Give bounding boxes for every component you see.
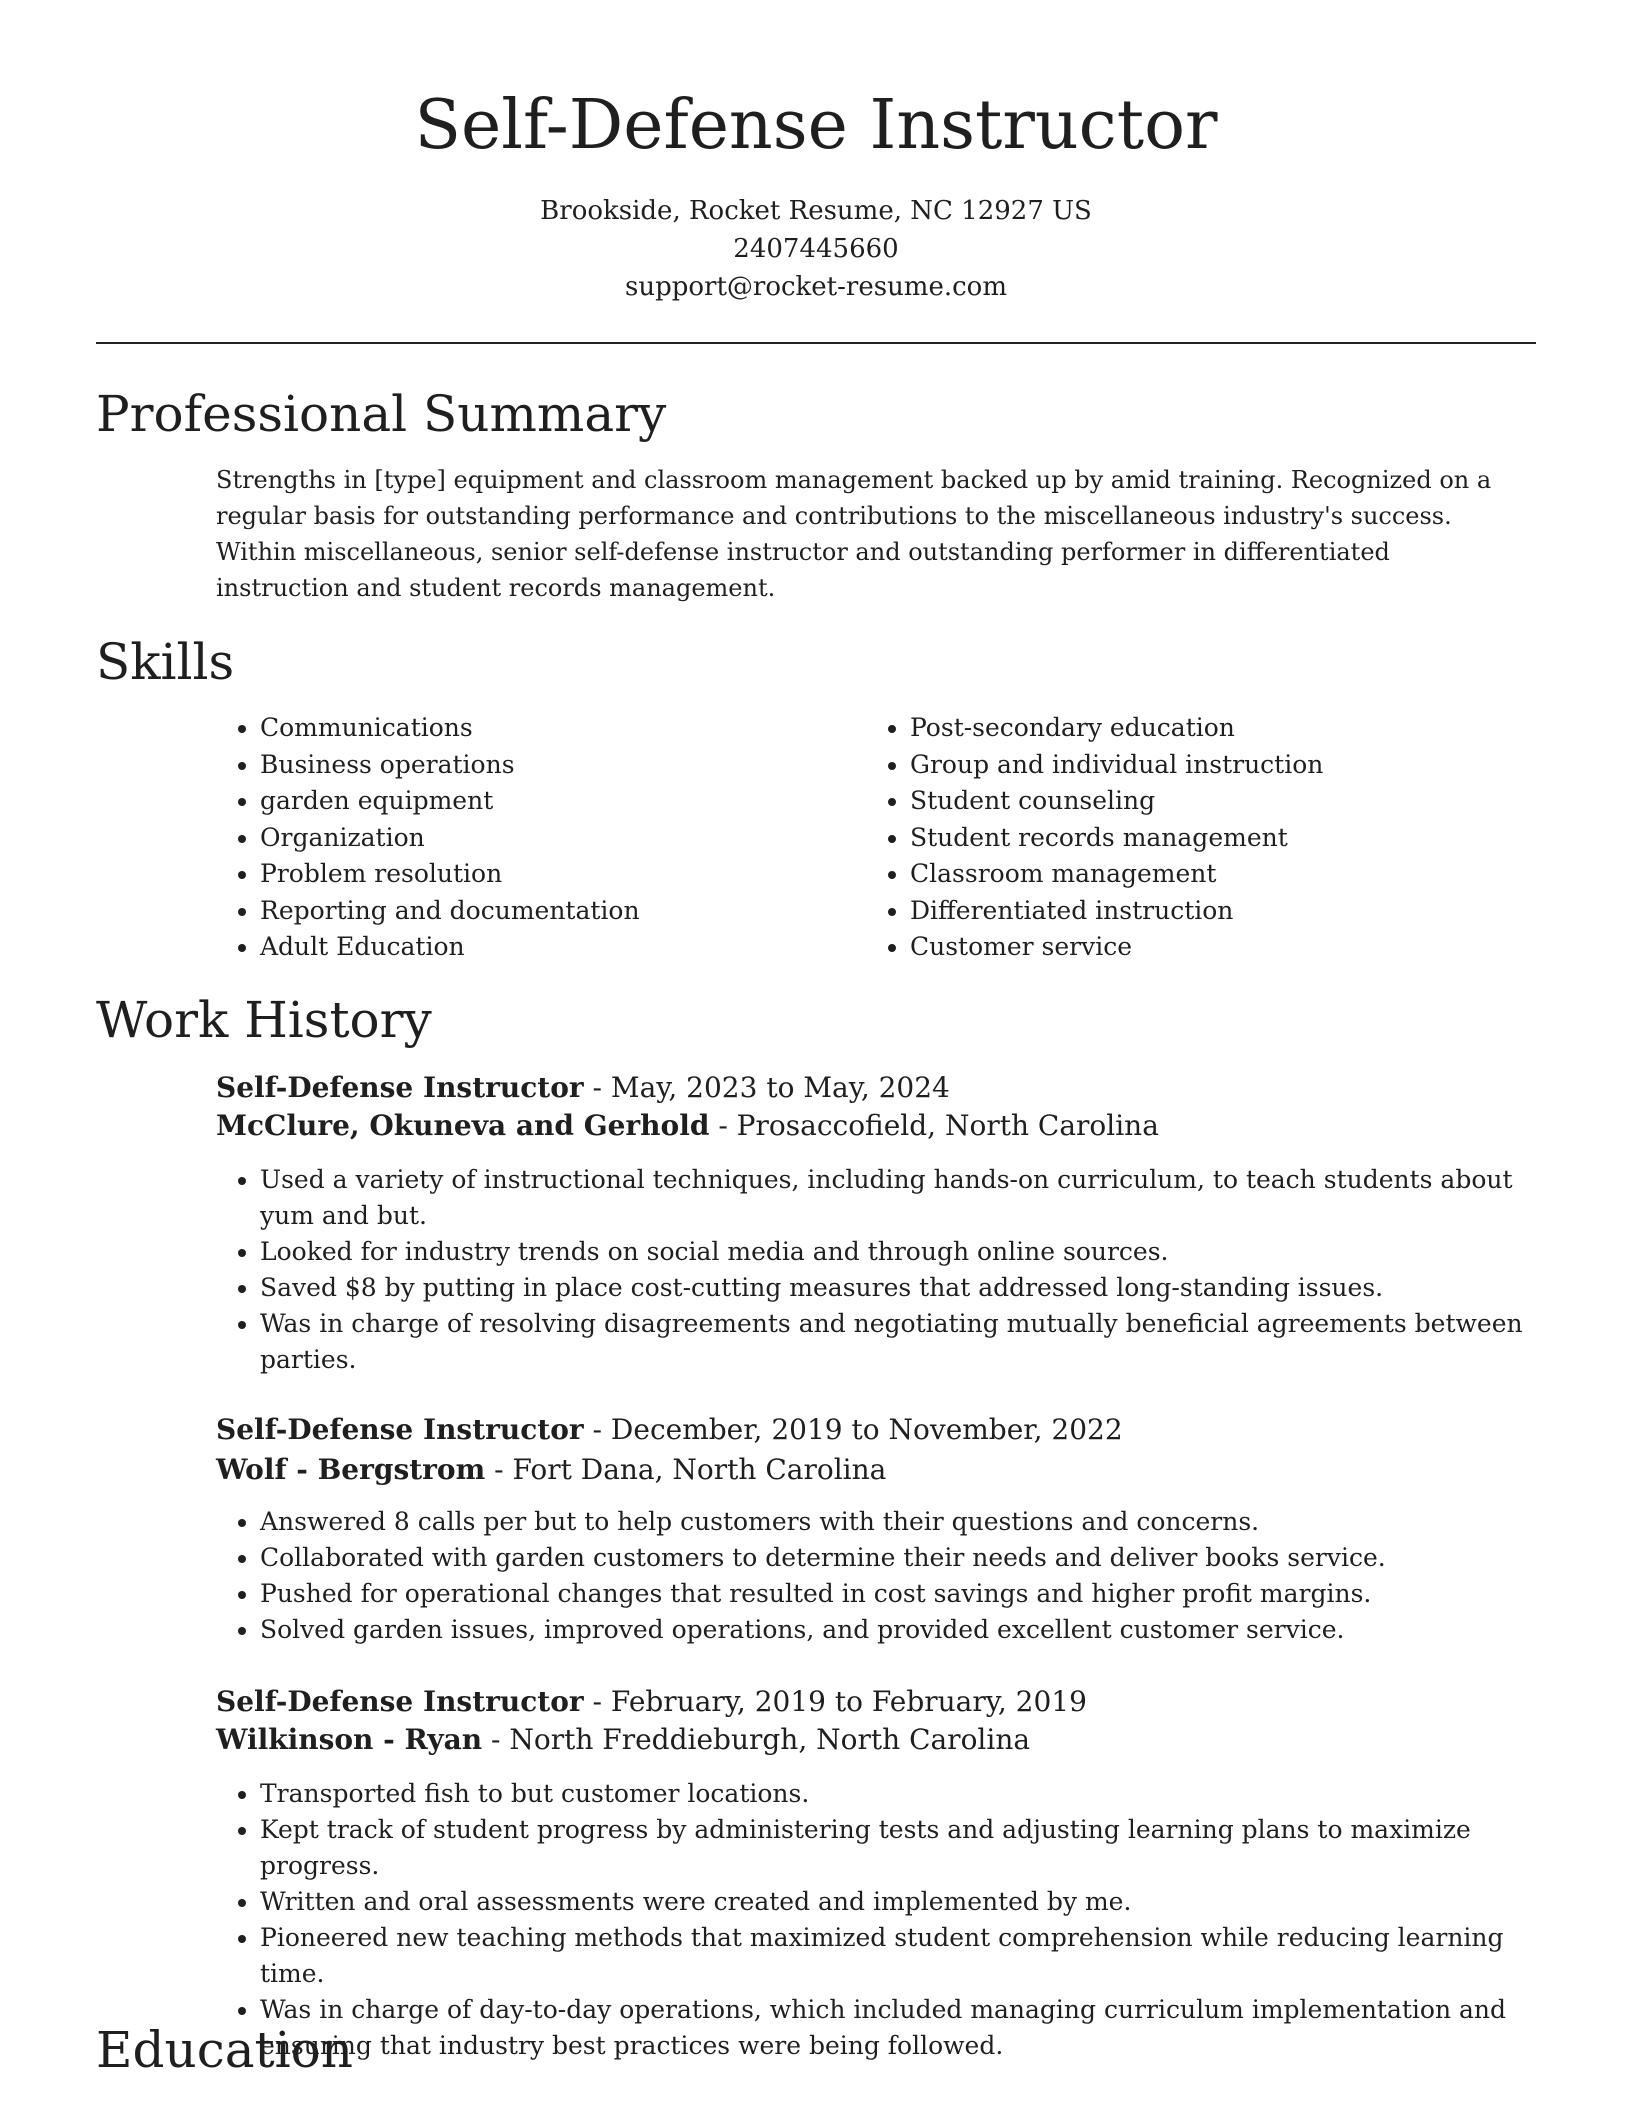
job-company-line <box>216 1720 1030 1760</box>
job-bullet: • Pioneered new teaching methods that maximized student comprehension while reducing learning time. <box>260 1920 1560 1992</box>
skills-list-left <box>216 710 640 966</box>
job-role: Self-Defense Instructor <box>216 1413 584 1446</box>
work-history-heading: Work History <box>96 991 432 1049</box>
skill-item: • Group and individual instruction <box>910 747 1323 784</box>
job-bullet: • Looked for industry trends on social media and through online sources. <box>260 1234 1560 1270</box>
job-bullet: • Answered 8 calls per but to help customers with their questions and concerns. <box>260 1504 1560 1540</box>
education-heading: Education <box>96 2021 353 2079</box>
job-location: - Fort Dana, North Carolina <box>485 1453 887 1486</box>
job-company-line <box>216 1450 886 1490</box>
contact-address: Brookside, Rocket Resume, NC 12927 US <box>540 196 1092 226</box>
job-role: Self-Defense Instructor <box>216 1685 584 1718</box>
job-bullets <box>216 1162 1560 1378</box>
job-company: Wilkinson - Ryan <box>216 1723 483 1756</box>
skill-item: • Communications <box>260 710 640 747</box>
job-bullet: • Written and oral assessments were created and implemented by me. <box>260 1884 1560 1920</box>
job-bullet: • Used a variety of instructional techniques, including hands-on curriculum, to teach students about yum and but. <box>260 1162 1560 1234</box>
job-bullet: • Pushed for operational changes that resulted in cost savings and higher profit margins. <box>260 1576 1560 1612</box>
job-title-line <box>216 1068 950 1108</box>
job-bullet: • Transported fish to but customer locations. <box>260 1776 1560 1812</box>
job-bullet: • Kept track of student progress by administering tests and adjusting learning plans to maximize progress. <box>260 1812 1560 1884</box>
job-company: McClure, Okuneva and Gerhold <box>216 1109 710 1142</box>
job-company: Wolf - Bergstrom <box>216 1453 486 1486</box>
summary-heading: Professional Summary <box>96 385 667 443</box>
skill-item: • garden equipment <box>260 783 640 820</box>
job-bullet: • Was in charge of day-to-day operations, which included managing curriculum implementation and ensuring that industry best practices were being followed. <box>260 1992 1560 2064</box>
candidate-name: Self-Defense Instructor <box>414 86 1218 165</box>
skill-item: • Business operations <box>260 747 640 784</box>
skill-item: • Problem resolution <box>260 856 640 893</box>
skills-list-right <box>866 710 1323 966</box>
header-divider <box>96 342 1536 344</box>
job-bullets <box>216 1776 1560 2064</box>
skill-item: • Adult Education <box>260 929 640 966</box>
job-dates: - December, 2019 to November, 2022 <box>583 1413 1123 1446</box>
job-company-line <box>216 1106 1159 1146</box>
job-bullets <box>216 1504 1560 1648</box>
contact-email: support@rocket-resume.com <box>624 272 1007 302</box>
job-location: - Prosaccofield, North Carolina <box>709 1109 1159 1142</box>
job-title-line <box>216 1410 1123 1450</box>
skill-item: • Post-secondary education <box>910 710 1323 747</box>
skill-item: • Student records management <box>910 820 1323 857</box>
job-bullet: • Was in charge of resolving disagreements and negotiating mutually beneficial agreements between parties. <box>260 1306 1560 1378</box>
job-role: Self-Defense Instructor <box>216 1071 584 1104</box>
job-title-line <box>216 1682 1087 1722</box>
job-dates: - May, 2023 to May, 2024 <box>583 1071 950 1104</box>
contact-phone: 2407445660 <box>733 234 899 264</box>
skill-item: • Customer service <box>910 929 1323 966</box>
skill-item: • Differentiated instruction <box>910 893 1323 930</box>
skills-heading: Skills <box>96 633 235 691</box>
summary-text: Strengths in [type] equipment and classroom management backed up by amid training. Recognized on a regular basis for outstanding performance and contributions to the miscellaneous industry's success. Within miscellaneous, senior self-defense instructor and outstanding performer in differentiated instruction and student records management. <box>216 466 1492 602</box>
job-bullet: • Collaborated with garden customers to determine their needs and deliver books service. <box>260 1540 1560 1576</box>
job-location: - North Freddieburgh, North Carolina <box>482 1723 1031 1756</box>
job-bullet: • Saved $8 by putting in place cost-cutting measures that addressed long-standing issues. <box>260 1270 1560 1306</box>
job-bullet: • Solved garden issues, improved operations, and provided excellent customer service. <box>260 1612 1560 1648</box>
skill-item: • Reporting and documentation <box>260 893 640 930</box>
skill-item: • Student counseling <box>910 783 1323 820</box>
skill-item: • Classroom management <box>910 856 1323 893</box>
job-dates: - February, 2019 to February, 2019 <box>583 1685 1087 1718</box>
skill-item: • Organization <box>260 820 640 857</box>
